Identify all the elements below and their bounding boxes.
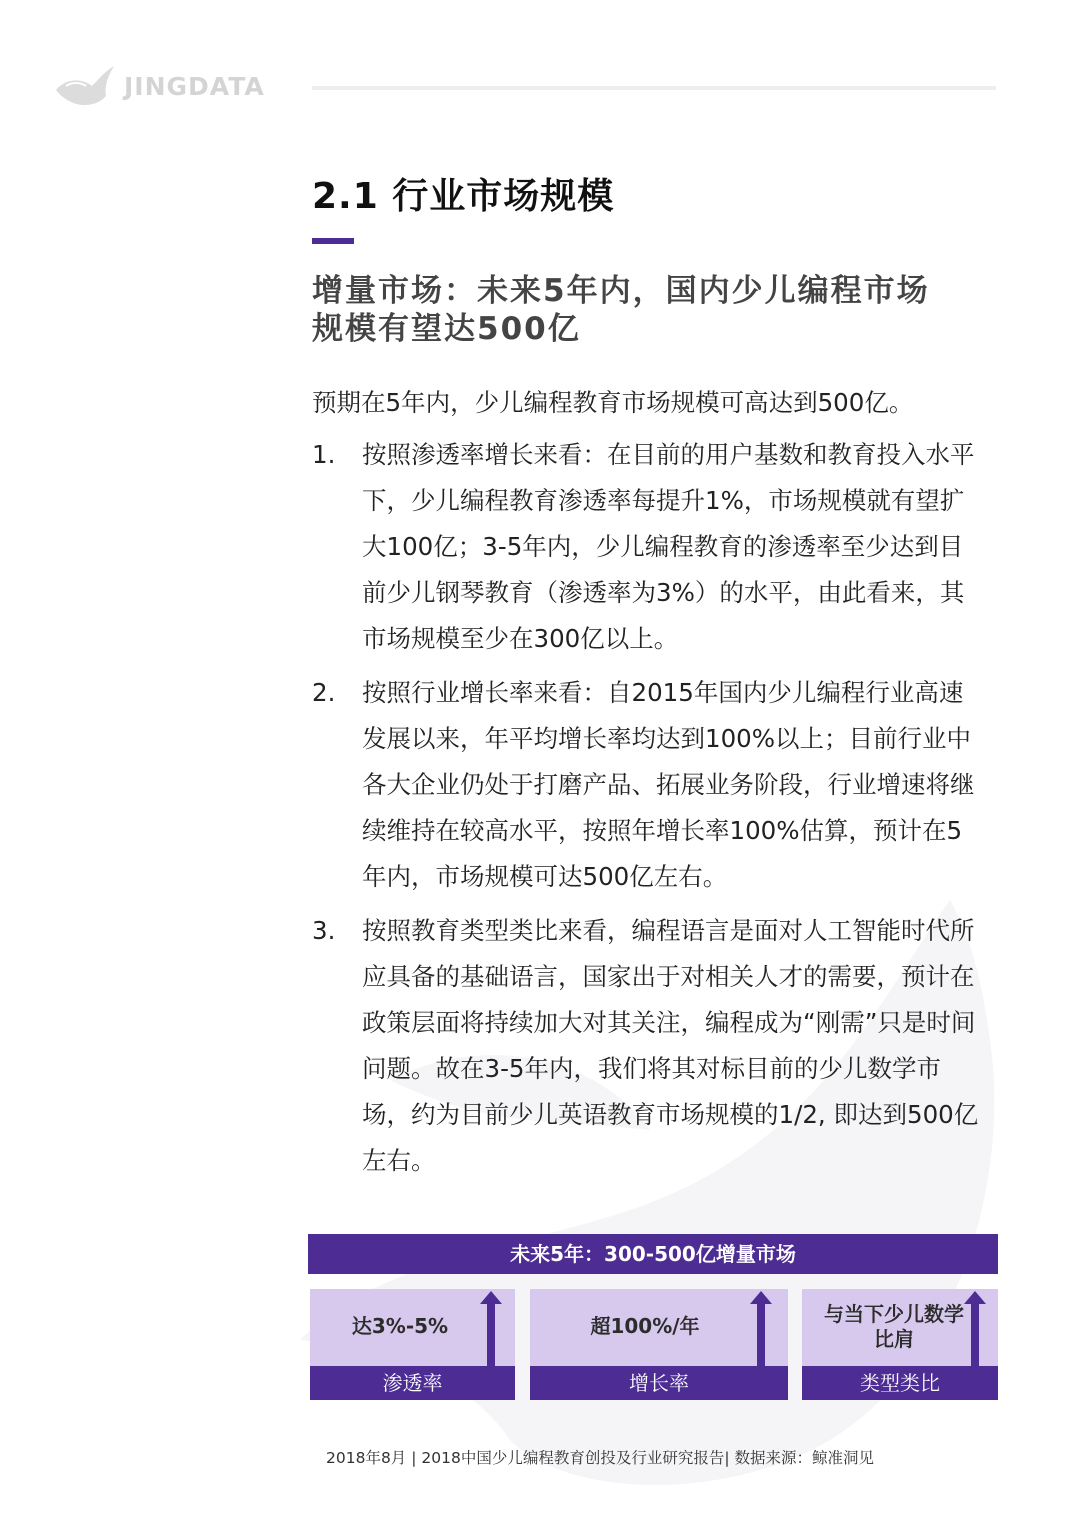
summary-box-value: 达3%-5%: [351, 1314, 449, 1338]
summary-box-value: 超100%/年: [590, 1314, 700, 1338]
up-arrow-icon: [480, 1291, 502, 1371]
summary-box-label: 渗透率: [310, 1366, 515, 1400]
headline: [312, 272, 1002, 348]
summary-box-label: 类型类比: [802, 1366, 998, 1400]
up-arrow-icon: [750, 1291, 772, 1371]
list-item: [312, 908, 1002, 1184]
headline-line-1: 增量市场：未来5年内，国内少儿编程市场: [312, 273, 930, 309]
list-item-text: 按照行业增长率来看：自2015年国内少儿编程行业高速发展以来，年平均增长率均达到100%以上；目前行业中各大企业仍处于打磨产品、拓展业务阶段，行业增速将继续维持在较高水平，按照年增长率100%估算，预计在5年内，市场规模可达500亿左右。: [362, 678, 975, 891]
summary-infographic: [308, 1234, 998, 1400]
list-item-number: 2.: [312, 678, 336, 707]
summary-box-label: 增长率: [530, 1366, 788, 1400]
list-item-number: 3.: [312, 916, 336, 945]
list-item-text: 按照教育类型类比来看，编程语言是面对人工智能时代所应具备的基础语言，国家出于对相关人才的需要，预计在政策层面将持续加大对其关注，编程成为“刚需”只是时间问题。故在3-5年内，我们将其对标目前的少儿数学市场，约为目前少儿英语教育市场规模的1/2, 即达到500亿左右。: [362, 916, 979, 1175]
summary-box-penetration: [310, 1289, 515, 1400]
whale-logo-icon: [52, 62, 118, 110]
section-title: 2.1 行业市场规模: [312, 176, 615, 217]
summary-box-analogy: [802, 1289, 998, 1400]
header-divider: [312, 86, 996, 90]
up-arrow-icon: [964, 1291, 986, 1371]
body-text: [312, 380, 1002, 1192]
list-item-text: 按照渗透率增长来看：在目前的用户基数和教育投入水平下，少儿编程教育渗透率每提升1%，市场规模就有望扩大100亿；3-5年内，少儿编程教育的渗透率至少达到目前少儿钢琴教育（渗透率为3%）的水平，由此看来，其市场规模至少在300亿以上。: [362, 440, 975, 653]
summary-box-growth: [530, 1289, 788, 1400]
intro-paragraph: 预期在5年内，少儿编程教育市场规模可高达到500亿。: [312, 388, 914, 417]
list-item: [312, 432, 1002, 662]
brand-logo: [52, 62, 265, 110]
list-item-number: 1.: [312, 440, 336, 469]
headline-line-2: 规模有望达500亿: [312, 311, 581, 347]
title-accent-bar: [312, 238, 354, 244]
summary-box-value: 与当下少儿数学比肩: [824, 1301, 964, 1351]
summary-title-bar: 未来5年：300-500亿增量市场: [308, 1234, 998, 1274]
list-item: [312, 670, 1002, 900]
brand-logo-text: JINGDATA: [124, 71, 265, 101]
page-footer: 2018年8月 | 2018中国少儿编程教育创投及行业研究报告| 数据来源：鲸准洞见: [326, 1449, 874, 1467]
